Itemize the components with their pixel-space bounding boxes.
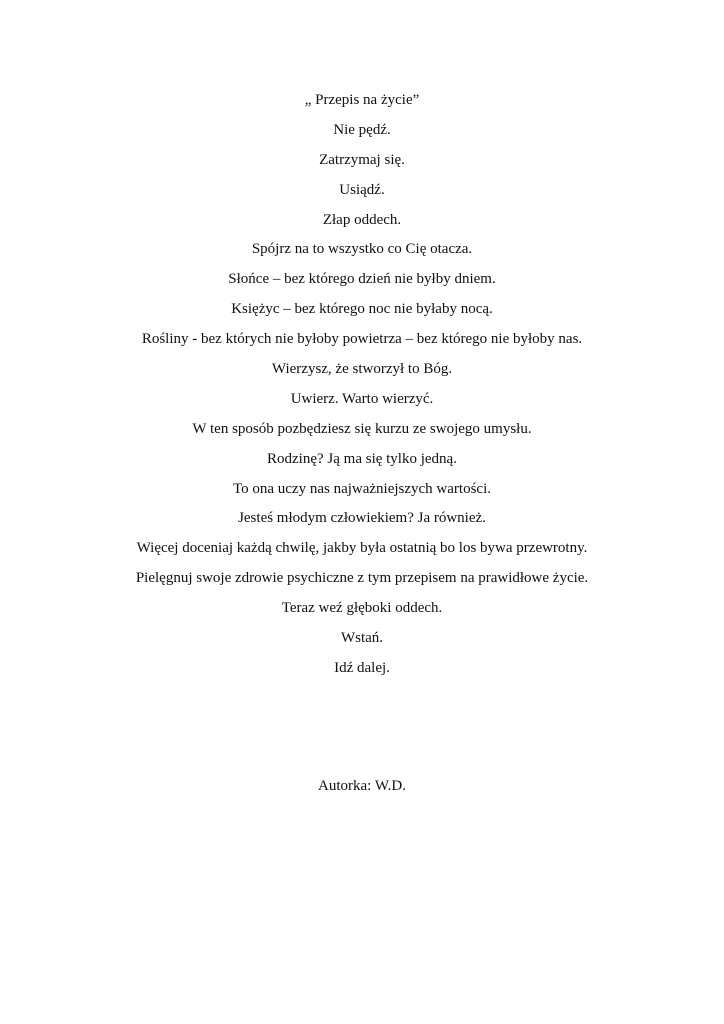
poem-line: Uwierz. Warto wierzyć.: [290, 390, 434, 407]
poem-line: Nie pędź.: [333, 121, 391, 138]
poem-line: Idź dalej.: [334, 659, 390, 676]
author-signature: Autorka: W.D.: [318, 778, 406, 794]
poem-line: Spójrz na to wszystko co Cię otacza.: [251, 241, 473, 258]
poem-line: Wstań.: [340, 630, 384, 647]
poem-line: Jesteś młodym człowiekiem? Ja również.: [238, 510, 486, 527]
poem-line: Księżyc – bez którego noc nie byłaby nocą.: [231, 301, 493, 318]
poem-line: W ten sposób pozbędziesz się kurzu ze swojego umysłu.: [192, 420, 532, 437]
poem-title: „ Przepis na życie”: [304, 92, 420, 108]
poem-line: Zatrzymaj się.: [319, 151, 405, 168]
poem-body: [0, 86, 724, 684]
poem-line: Teraz weź głęboki oddech.: [281, 600, 443, 617]
poem-line: Więcej doceniaj każdą chwilę, jakby była ostatnią bo los bywa przewrotny.: [136, 540, 588, 557]
poem-line: Usiądź.: [339, 181, 385, 198]
poem-line: Słońce – bez którego dzień nie byłby dniem.: [228, 271, 496, 288]
poem-line: Złap oddech.: [322, 211, 402, 228]
poem-line: Rodzinę? Ją ma się tylko jedną.: [267, 450, 457, 467]
poem-line: Pielęgnuj swoje zdrowie psychiczne z tym przepisem na prawidłowe życie.: [135, 570, 589, 587]
poem-line: Rośliny - bez których nie byłoby powietrza – bez którego nie byłoby nas.: [141, 331, 583, 348]
poem-line: Wierzysz, że stworzył to Bóg.: [271, 361, 453, 378]
poem-line: To ona uczy nas najważniejszych wartości.: [232, 480, 492, 497]
